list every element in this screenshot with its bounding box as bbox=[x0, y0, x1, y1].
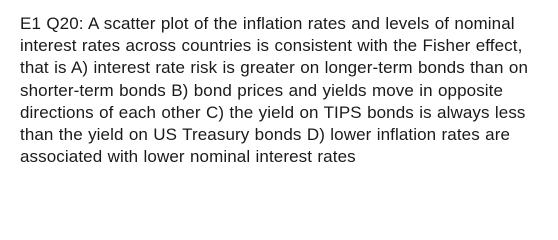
question-text: E1 Q20: A scatter plot of the inflation rates and levels of nominal interest rates across countries is consistent with the Fisher effect, that is A) interest rate risk is greater on longer-term bonds than on shorter-term bonds B) bond prices and yields move in opposite directions of each other C) the yield on TIPS bonds is always less than the yield on US Treasury bonds D) lower inflation rates are associated with lower nominal interest rates bbox=[20, 14, 529, 167]
question-card bbox=[20, 13, 545, 168]
